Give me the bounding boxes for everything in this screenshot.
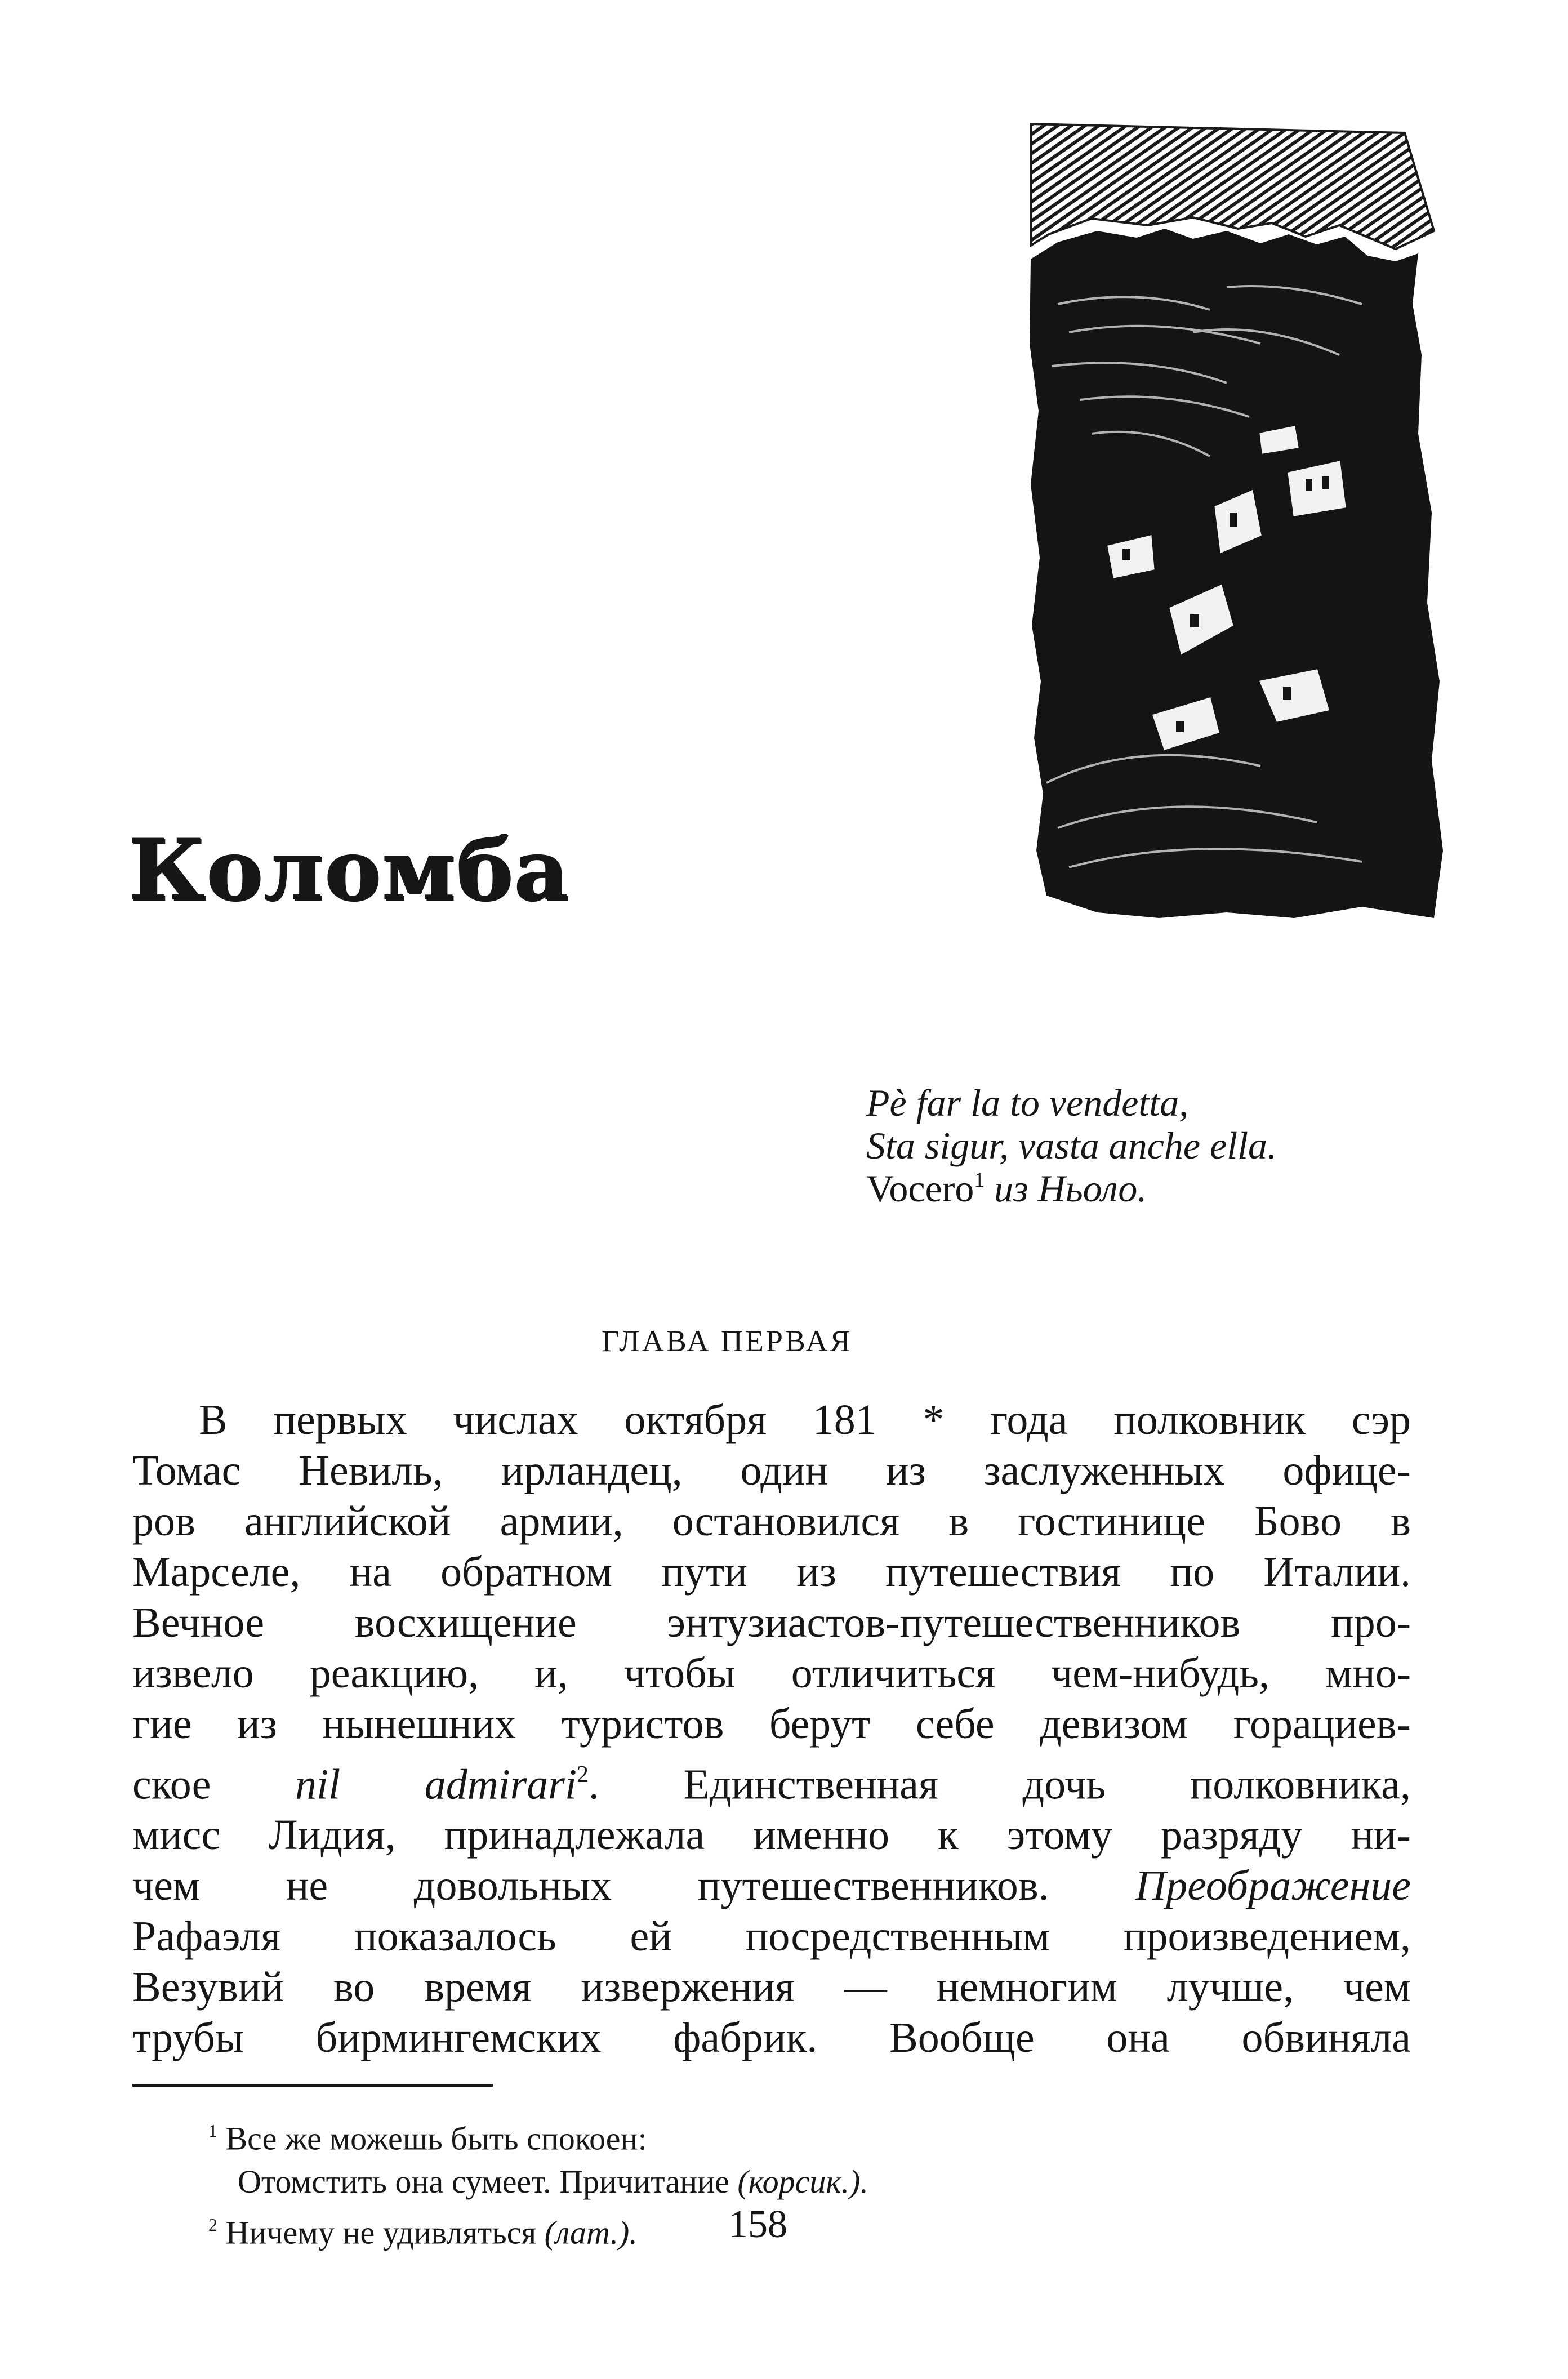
text-line: Марселе, на обратном пути из путешествия по Италии. — [132, 1548, 1411, 1596]
epigraph-source-word: Vocero — [866, 1167, 974, 1210]
text-line: извело реакцию, и, чтобы отличиться чем-нибудь, мно- — [132, 1650, 1411, 1697]
epigraph-source — [866, 1167, 1277, 1210]
footnote-divider — [132, 2084, 493, 2087]
footnote-mark: 1 — [974, 1169, 985, 1192]
text-line: мисс Лидия, принадлежала именно к этому разряду ни- — [132, 1811, 1411, 1859]
footnote-1-line-2 — [208, 2160, 868, 2203]
text-line: гие из нынешних туристов берут себе девизом горациев- — [132, 1700, 1411, 1748]
footnote-text: Отомстить она сумеет. Причитание — [238, 2163, 729, 2200]
text-line: Вечное восхищение энтузиастов-путешественников про- — [132, 1599, 1411, 1646]
dark-hillside — [1030, 229, 1443, 918]
body-paragraph — [132, 1395, 1411, 2063]
sky-hatching — [1031, 124, 1434, 249]
text-line: Томас Невиль, ирландец, один из заслуженных офице- — [132, 1447, 1411, 1494]
text-line: В первых числах октября 181 * года полковник сэр — [199, 1396, 1411, 1444]
text-fragment: . Единственная дочь полковника, — [588, 1761, 1411, 1808]
text-line — [132, 1860, 1411, 1911]
chapter-heading: ГЛАВА ПЕРВАЯ — [602, 1324, 853, 1358]
epigraph-line-2: Sta sigur, vasta anche ella. — [866, 1124, 1277, 1168]
text-line: Везувий во время извержения — немногим лучше, чем — [132, 1963, 1411, 2011]
footnote-mark: 2 — [208, 2215, 217, 2235]
footnote-italic: (корсик.). — [737, 2163, 868, 2200]
footnote-1 — [208, 2109, 868, 2160]
text-line: ров английской армии, остановился в гостинице Бово в — [132, 1498, 1411, 1545]
story-title: Коломба — [128, 821, 570, 920]
italic-title: Преображение — [1135, 1862, 1411, 1910]
woodcut-illustration — [1024, 118, 1452, 935]
epigraph-source-rest: из Ньоло. — [994, 1167, 1147, 1210]
page-number: 158 — [728, 2203, 787, 2246]
text-line — [132, 1749, 1411, 1810]
text-line: Рафаэля показалось ей посредственным произведением, — [132, 1913, 1411, 1961]
text-line: трубы бирмингемских фабрик. Вообще она обвиняла — [132, 2014, 1411, 2062]
epigraph-line-1: Pè far la to vendetta, — [866, 1081, 1189, 1124]
footnote-italic: (лат.). — [544, 2214, 638, 2251]
footnote-mark: 1 — [208, 2121, 217, 2141]
latin-phrase: nil admirari — [295, 1761, 577, 1808]
footnote-text: Ничему не удивляться — [225, 2214, 537, 2251]
footnote-text: Все же можешь быть спокоен: — [225, 2120, 647, 2157]
text-fragment: ское — [132, 1761, 211, 1808]
epigraph — [866, 1081, 1277, 1210]
footnote-mark: 2 — [577, 1762, 589, 1788]
text-fragment: чем не довольных путешественников. — [132, 1862, 1049, 1910]
